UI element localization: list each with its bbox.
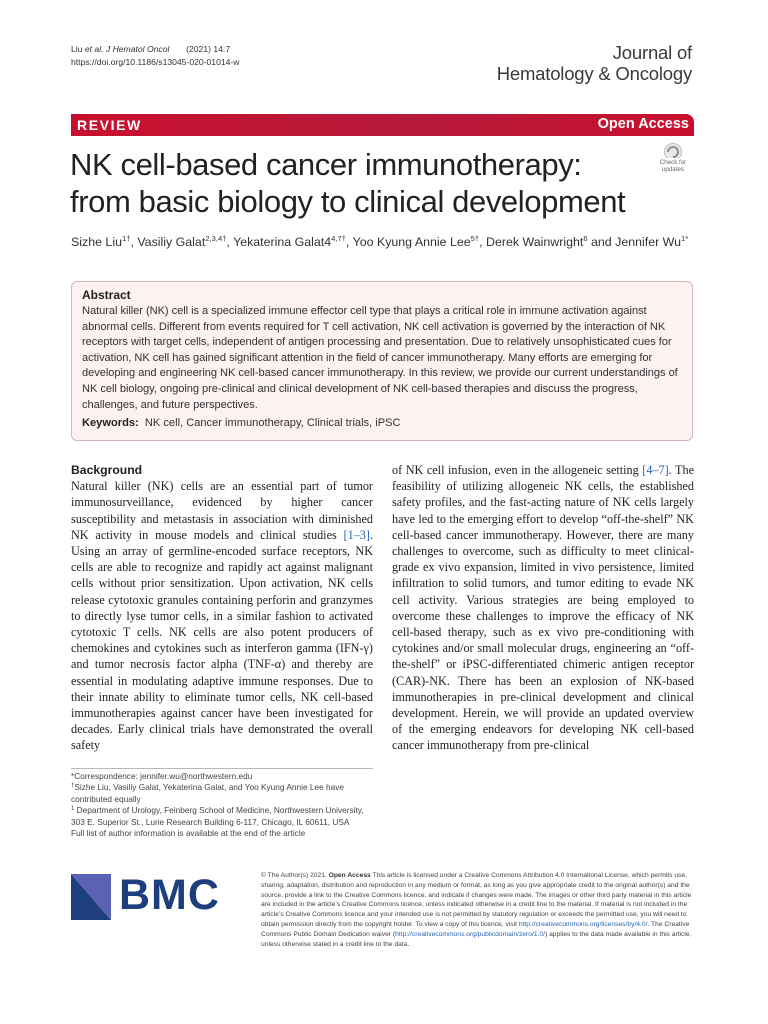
public-domain-link[interactable]: http://creativecommons.org/publicdomain/zero/1.0/ — [395, 930, 545, 938]
author: Derek Wainwright$^6$ — [486, 234, 588, 249]
license-text: © The Author(s) 2021. Open Access This article is licensed under a Creative Commons Attribution 4.0 International License, which permits use, sharing, adaptation, distribution and reproduction in any medium or format, as long as you give appropriate credit to the original author(s) and the source, provide a link to the Creative Commons licence, and indicate if changes were made. The images or other third party material in this article are included in the article’s Creative Commons licence, unless indicated otherwise in a credit line to the material. If material is not included in the article’s Creative Commons licence and your intended use is not permitted by statutory regulation or exceeds the permitted use, you will need to obtain permission directly from the copyright holder. To view a copy of this licence, visit http://creativecommons.org/licenses/by/4.0/. The Creative Commons Public Domain Dedication waiver (http://creativecommons.org/publicdomain/zero/1.0/) applies to the data made available in this article, unless otherwise stated in a credit line to the data. — [261, 872, 692, 948]
affiliation-note: $^1$ Department of Urology, Feinberg School of Medicine, Northwestern University, 303 E. Superior St., Lurie Research Building 6-117, Chicago, IL 60611, USA — [71, 805, 364, 827]
open-access-label: Open Access — [597, 116, 689, 132]
abstract-text: Natural killer (NK) cell is a specialized immune effector cell type that plays a critical role in immune activation against abnormal cells. Different from events required for T cell activation, NK cell activation is governed by the interaction of NK receptors with target cells, independent of antigen processing and presentation. Due to relatively unsophisticated cues for activation, NK cell has gained significant attention in the field of cancer immunotherapy. Many efforts are emerging for developing and engineering NK cell-based cancer immunotherapy. In this review, we provide our current understandings of NK cell biology, ongoing pre-clinical and clinical development of NK cell-based therapies and discuss the progress, challenges, and future perspectives. — [82, 305, 678, 411]
bmc-logo-icon — [71, 874, 111, 920]
equal-contribution-note: †Sizhe Liu, Vasiliy Galat, Yekaterina Galat, and Yoo Kyung Annie Lee have contributed equally — [71, 782, 345, 804]
footnotes — [71, 771, 373, 839]
citation-link[interactable]: [4–7] — [642, 463, 669, 477]
journal-name: Journal of Hematology & Oncology — [496, 42, 692, 84]
author: Yekaterina $Galat4^{4,7\dagger}$ — [233, 234, 346, 249]
author: Vasiliy Galat$^{2,3,4\dagger}$ — [137, 234, 227, 249]
article-type-label: REVIEW — [77, 117, 142, 133]
correspondence-note: *Correspondence: jennifer.wu@northwestern.edu — [71, 771, 253, 781]
license-link[interactable]: http://creativecommons.org/licenses/by/4.0/ — [518, 920, 648, 928]
body-column-right: of NK cell infusion, even in the allogeneic setting [4–7]. The feasibility of utilizing allogeneic NK cells, the established safety profiles, and the fast-acting nature of NK cells largely have led to the emerging effort to develop “off-the-shelf” NK cell-based cancer immunotherapy. However, there are many challenges to overcome, such as difficulty to meet clinical-grade ex vivo expansion, limited in vivo persistence, limited infiltration to solid tumors, and tumor editing to evade NK cell activity. Various strategies are being employed to overcome these challenges to improve the efficacy of NK cell-based therapy, such as ex vivo pre-conditioning with cytokines and/or small molecular drugs, engineering an “off-the-shelf” or iPSC-differentiated chimeric antigen receptor (CAR)-NK. There has been an explosion of NK-based immunotherapies in pre-clinical development and clinical development. Herein, we will provide an updated overview of the emerging endeavors for developing NK cell-based cancer immunotherapy from pre-clinical — [392, 463, 694, 753]
check-for-updates-label[interactable]: Check for updates — [659, 159, 687, 173]
author: Sizhe Liu$^{1\dagger}$ — [71, 234, 131, 249]
keywords: Keywords: NK cell, Cancer immunotherapy, Clinical trials, iPSC — [82, 417, 401, 430]
abstract-heading: Abstract — [82, 288, 131, 302]
bmc-logo-text: BMC — [119, 871, 220, 919]
author: Yoo Kyung Annie Lee$^{5\dagger}$ — [352, 234, 480, 249]
citation-line: Liu et al. J Hematol Oncol (2021) 14:7 — [71, 44, 231, 54]
section-heading: Background — [71, 463, 143, 477]
body-column-left: Background Natural killer (NK) cells are an essential part of tumor immunosurveillance, evidenced by higher cancer susceptibility and metastasis in association with diminished NK activity in mouse models and clinical studies [1–3]. Using an array of germline-encoded surface receptors, NK cells are able to recognize and rapidly act against malignant cells without prior sensitization. Upon activation, NK cells release cytotoxic granules containing perforin and granzymes to directly lyse tumor cells, in a similar fashion to activated cytotoxic T cells. NK cells are also potent producers of chemokines and cytokines such as interferon gamma (IFN-γ) and tumor necrosis factor alpha (TNF-α) and thereby are essential in modulating adaptive immune responses. Due to their innate ability to eliminate tumor cells, NK cell-based immunotherapies against cancer have been investigated for decades. Early clinical trials have demonstrated the overall safety — [71, 463, 373, 753]
author-list: Sizhe Liu$^{1\dagger}$, Vasiliy Galat$^{2,3,4\dagger}$, Yekaterina $Galat4^{4,7\dagger}$, Yoo Kyung Annie Lee$^{5\dagger}$, Derek Wainwright$^6$ and Jennifer $Wu^{1*}$ — [71, 234, 689, 249]
article-title: NK cell-based cancer immunotherapy: from basic biology to clinical development — [70, 147, 626, 219]
author-info-note: Full list of author information is available at the end of the article — [71, 828, 306, 839]
author: Jennifer $Wu^{1*}$ — [615, 234, 689, 249]
article-type-band — [71, 114, 694, 136]
abstract-box — [71, 281, 693, 441]
doi-link[interactable]: https://doi.org/10.1186/s13045-020-01014-w — [71, 56, 240, 67]
citation-header — [71, 43, 240, 68]
citation-link[interactable]: [1–3] — [343, 527, 370, 542]
footnote-divider — [71, 768, 373, 769]
